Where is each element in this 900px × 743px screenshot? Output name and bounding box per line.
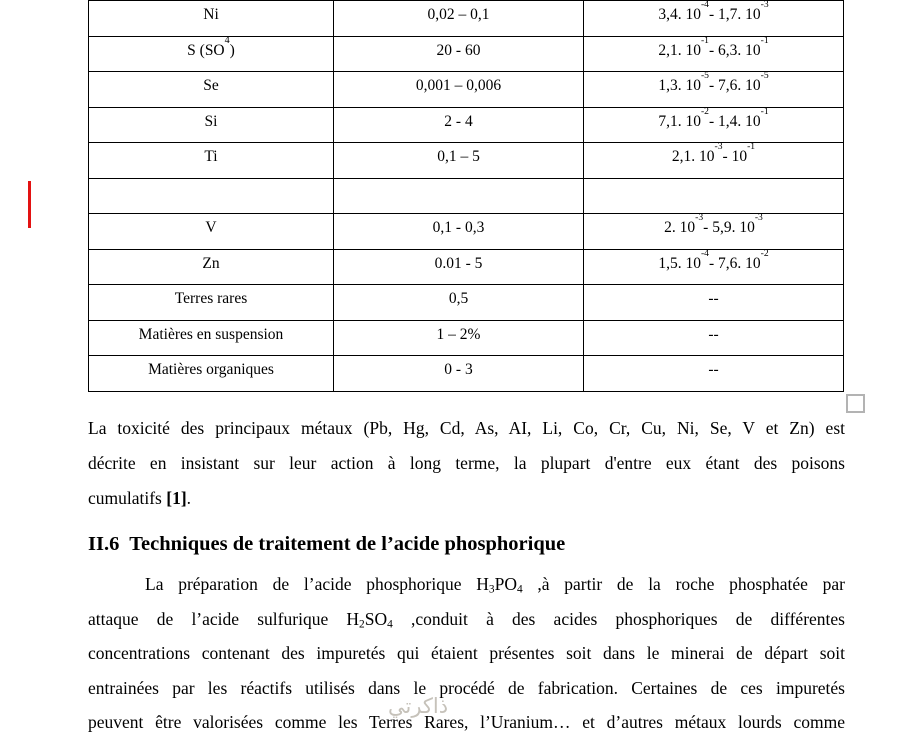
table-cell-range: 1 – 2%: [334, 321, 584, 357]
table-cell-range: 20 - 60: [334, 37, 584, 73]
table-cell-range: 0.01 - 5: [334, 250, 584, 286]
table-cell-element: Matières organiques: [89, 356, 334, 392]
revision-bar-icon: [28, 181, 31, 228]
table-cell-range: 0,1 - 0,3: [334, 214, 584, 250]
table-cell-value: 3,4. 10 -4 - 1,7. 10 -3: [584, 1, 844, 37]
table-cell-value: 7,1. 10 -2 - 1,4. 10 -1: [584, 108, 844, 144]
table-cell-value: 2,1. 10 -1 - 6,3. 10 -1: [584, 37, 844, 73]
table-resize-handle-icon[interactable]: [846, 394, 865, 413]
table-cell-range: 2 - 4: [334, 108, 584, 144]
paragraph-line: décrite en insistant sur leur action à long terme, la plupart d'entre eux étant des poisons: [88, 453, 845, 473]
watermark: ذاكرتي: [388, 694, 449, 718]
table-cell-element: Terres rares: [89, 285, 334, 321]
table-cell-element: Ni: [89, 1, 334, 37]
paragraph-line: La préparation de l’acide phosphorique $H_3PO_4$ ,à partir de la roche phosphatée par: [145, 574, 845, 596]
table-cell-range: 0,001 – 0,006: [334, 72, 584, 108]
table-cell-element: V: [89, 214, 334, 250]
table-cell-element: Si: [89, 108, 334, 144]
paragraph-line: concentrations contenant des impuretés qui étaient présentes soit dans le minerai de départ soit: [88, 643, 845, 663]
table-cell-value: 1,5. 10 -4 - 7,6. 10 -2: [584, 250, 844, 286]
table-cell-value: --: [584, 321, 844, 357]
table-cell-element: [89, 179, 334, 215]
table-cell-range: 0,02 – 0,1: [334, 1, 584, 37]
table-cell-range: 0,5: [334, 285, 584, 321]
table-cell-value: 2,1. 10 -3 - 10 -1: [584, 143, 844, 179]
table-cell-element: S (SO 4 ): [89, 37, 334, 73]
table-cell-value: [584, 179, 844, 215]
table-cell-element: Ti: [89, 143, 334, 179]
table-cell-value: 1,3. 10 -5 - 7,6. 10 -5: [584, 72, 844, 108]
table-cell-element: Zn: [89, 250, 334, 286]
table-cell-element: Se: [89, 72, 334, 108]
paragraph-toxicity: [88, 411, 845, 516]
paragraph-line: La toxicité des principaux métaux (Pb, Hg, Cd, As, AI, Li, Co, Cr, Cu, Ni, Se, V et Zn) est: [88, 418, 845, 438]
table-cell-value: --: [584, 356, 844, 392]
table-cell-range: [334, 179, 584, 215]
table-cell-value: 2. 10 -3 - 5,9. 10 -3: [584, 214, 844, 250]
paragraph-line: peuvent être valorisées comme les Terres Rares, l’Uranium… et d’autres métaux lourds comme: [88, 712, 845, 732]
table-cell-value: --: [584, 285, 844, 321]
paragraph-line: attaque de l’acide sulfurique $H_2SO_4$ ,conduit à des acides phosphoriques de différentes: [88, 608, 845, 630]
paragraph-line: cumulatifs [1].: [88, 488, 192, 508]
table-cell-range: 0,1 – 5: [334, 143, 584, 179]
table-cell-element: Matières en suspension: [89, 321, 334, 357]
paragraph-preparation: [88, 567, 845, 740]
section-heading: II.6 Techniques de traitement de l’acide phosphorique: [88, 533, 566, 555]
impurities-table: [88, 0, 844, 392]
paragraph-line: entrainées par les réactifs utilisés dans le procédé de fabrication. Certaines de ces impuretés: [88, 677, 845, 698]
table-cell-range: 0 - 3: [334, 356, 584, 392]
